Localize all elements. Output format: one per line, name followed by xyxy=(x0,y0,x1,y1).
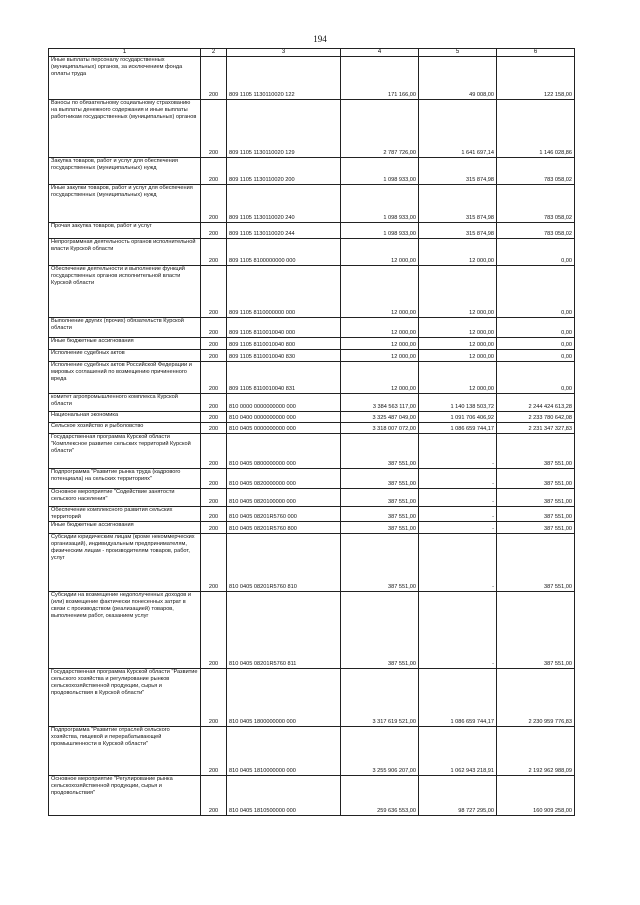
table-row xyxy=(49,57,575,100)
executed-amount-cell: 1 091 706 406,92 xyxy=(419,412,497,423)
budget-classification-code-cell: 810 0405 08201R5760 810 xyxy=(227,534,341,592)
table-row xyxy=(49,266,575,318)
row-code-cell: 200 xyxy=(201,469,227,489)
approved-amount-cell: 3 384 563 117,00 xyxy=(341,394,419,412)
row-name-cell: Национальная экономика xyxy=(49,412,201,423)
unexecuted-amount-cell: 2 230 959 776,83 xyxy=(497,669,575,727)
approved-amount-cell: 3 255 906 207,00 xyxy=(341,727,419,776)
table-row xyxy=(49,412,575,423)
row-code-cell: 200 xyxy=(201,522,227,534)
unexecuted-amount-cell: 387 551,00 xyxy=(497,489,575,507)
executed-amount-cell: - xyxy=(419,522,497,534)
column-number: 1 xyxy=(49,49,201,57)
budget-classification-code-cell: 810 0405 08201R5760 800 xyxy=(227,522,341,534)
unexecuted-amount-cell: 387 551,00 xyxy=(497,434,575,469)
column-number-row xyxy=(49,49,575,57)
row-code-cell: 200 xyxy=(201,434,227,469)
approved-amount-cell: 1 098 933,00 xyxy=(341,158,419,185)
table-row xyxy=(49,669,575,727)
table-row xyxy=(49,489,575,507)
budget-classification-code-cell: 810 0405 1810000000 000 xyxy=(227,727,341,776)
column-number: 6 xyxy=(497,49,575,57)
executed-amount-cell: 12 000,00 xyxy=(419,318,497,338)
unexecuted-amount-cell: 0,00 xyxy=(497,338,575,350)
row-name-cell: Иные бюджетные ассигнования xyxy=(49,338,201,350)
row-code-cell: 200 xyxy=(201,185,227,223)
table-row xyxy=(49,239,575,266)
row-name-cell: Сельское хозяйство и рыболовство xyxy=(49,423,201,434)
table-row xyxy=(49,100,575,158)
executed-amount-cell: 49 008,00 xyxy=(419,57,497,100)
row-name-cell: Прочая закупка товаров, работ и услуг xyxy=(49,223,201,239)
table-row xyxy=(49,534,575,592)
budget-classification-code-cell: 810 0400 0000000000 000 xyxy=(227,412,341,423)
unexecuted-amount-cell: 122 158,00 xyxy=(497,57,575,100)
approved-amount-cell: 3 317 619 521,00 xyxy=(341,669,419,727)
executed-amount-cell: 12 000,00 xyxy=(419,266,497,318)
row-code-cell: 200 xyxy=(201,423,227,434)
budget-classification-code-cell: 810 0405 08201R5760 811 xyxy=(227,592,341,669)
approved-amount-cell: 387 551,00 xyxy=(341,507,419,522)
row-name-cell: Государственная программа Курской области "Развитие сельского хозяйства и регулирование рынков сельскохозяйственной продукции, сырья и продовольствия в Курской области" xyxy=(49,669,201,727)
table-row xyxy=(49,350,575,362)
executed-amount-cell: 98 727 295,00 xyxy=(419,776,497,816)
budget-classification-code-cell: 810 0000 0000000000 000 xyxy=(227,394,341,412)
row-code-cell: 200 xyxy=(201,776,227,816)
row-code-cell: 200 xyxy=(201,338,227,350)
executed-amount-cell: 12 000,00 xyxy=(419,362,497,394)
executed-amount-cell: - xyxy=(419,507,497,522)
executed-amount-cell: 1 086 659 744,17 xyxy=(419,669,497,727)
row-name-cell: Обеспечение комплексного развития сельских территорий xyxy=(49,507,201,522)
row-code-cell: 200 xyxy=(201,100,227,158)
budget-classification-code-cell: 809 1105 8110010040 800 xyxy=(227,338,341,350)
row-code-cell: 200 xyxy=(201,239,227,266)
unexecuted-amount-cell: 0,00 xyxy=(497,362,575,394)
table-row xyxy=(49,423,575,434)
approved-amount-cell: 12 000,00 xyxy=(341,239,419,266)
row-name-cell: Исполнение судебных актов Российской Федерации и мировых соглашений по возмещению причиненного вреда xyxy=(49,362,201,394)
executed-amount-cell: 12 000,00 xyxy=(419,350,497,362)
budget-execution-table xyxy=(48,48,575,816)
table-row xyxy=(49,469,575,489)
row-name-cell: Закупка товаров, работ и услуг для обеспечения государственных (муниципальных) нужд xyxy=(49,158,201,185)
unexecuted-amount-cell: 160 909 258,00 xyxy=(497,776,575,816)
row-name-cell: Иные закупки товаров, работ и услуг для обеспечения государственных (муниципальных) нужд xyxy=(49,185,201,223)
approved-amount-cell: 387 551,00 xyxy=(341,522,419,534)
table-row xyxy=(49,522,575,534)
approved-amount-cell: 387 551,00 xyxy=(341,489,419,507)
approved-amount-cell: 259 636 553,00 xyxy=(341,776,419,816)
page-number: 194 xyxy=(313,34,327,44)
approved-amount-cell: 12 000,00 xyxy=(341,318,419,338)
table-row xyxy=(49,362,575,394)
table-row xyxy=(49,394,575,412)
row-name-cell: Исполнение судебных актов xyxy=(49,350,201,362)
budget-classification-code-cell: 810 0405 0820000000 000 xyxy=(227,469,341,489)
unexecuted-amount-cell: 783 058,02 xyxy=(497,185,575,223)
row-name-cell: Подпрограмма "Развитие отраслей сельского хозяйства, пищевой и перерабатывающей промышленности в Курской области" xyxy=(49,727,201,776)
row-code-cell: 200 xyxy=(201,727,227,776)
row-code-cell: 200 xyxy=(201,489,227,507)
unexecuted-amount-cell: 783 058,02 xyxy=(497,223,575,239)
column-number: 5 xyxy=(419,49,497,57)
executed-amount-cell: 1 062 943 218,91 xyxy=(419,727,497,776)
table-row xyxy=(49,776,575,816)
row-code-cell: 200 xyxy=(201,534,227,592)
row-name-cell: Выполнение других (прочих) обязательств Курской области xyxy=(49,318,201,338)
row-code-cell: 200 xyxy=(201,507,227,522)
budget-classification-code-cell: 809 1105 8110000000 000 xyxy=(227,266,341,318)
unexecuted-amount-cell: 2 231 347 327,83 xyxy=(497,423,575,434)
row-name-cell: Иные выплаты персоналу государственных (муниципальных) органов, за исключением фонда оплаты труда xyxy=(49,57,201,100)
row-code-cell: 200 xyxy=(201,266,227,318)
executed-amount-cell: 1 140 138 503,72 xyxy=(419,394,497,412)
budget-classification-code-cell: 810 0405 0800000000 000 xyxy=(227,434,341,469)
budget-classification-code-cell: 810 0405 1800000000 000 xyxy=(227,669,341,727)
executed-amount-cell: 315 874,98 xyxy=(419,223,497,239)
table-row xyxy=(49,434,575,469)
executed-amount-cell: - xyxy=(419,534,497,592)
budget-classification-code-cell: 809 1105 8100000000 000 xyxy=(227,239,341,266)
row-code-cell: 200 xyxy=(201,592,227,669)
unexecuted-amount-cell: 387 551,00 xyxy=(497,507,575,522)
table-row xyxy=(49,727,575,776)
unexecuted-amount-cell: 2 233 780 642,08 xyxy=(497,412,575,423)
approved-amount-cell: 12 000,00 xyxy=(341,338,419,350)
executed-amount-cell: 315 874,98 xyxy=(419,185,497,223)
executed-amount-cell: 12 000,00 xyxy=(419,239,497,266)
executed-amount-cell: 1 641 697,14 xyxy=(419,100,497,158)
row-name-cell: Непрограммная деятельность органов исполнительной власти Курской области xyxy=(49,239,201,266)
unexecuted-amount-cell: 0,00 xyxy=(497,350,575,362)
unexecuted-amount-cell: 0,00 xyxy=(497,318,575,338)
executed-amount-cell: - xyxy=(419,434,497,469)
budget-classification-code-cell: 809 1105 1130110020 129 xyxy=(227,100,341,158)
approved-amount-cell: 1 098 933,00 xyxy=(341,223,419,239)
row-name-cell: Субсидии юридическим лицам (кроме некоммерческих организаций), индивидуальным предпринимателям, физическим лицам - производителям товаров, работ, услуг xyxy=(49,534,201,592)
table-row xyxy=(49,507,575,522)
row-code-cell: 200 xyxy=(201,57,227,100)
unexecuted-amount-cell: 1 146 028,86 xyxy=(497,100,575,158)
budget-classification-code-cell: 809 1105 1130110020 122 xyxy=(227,57,341,100)
unexecuted-amount-cell: 2 192 962 988,09 xyxy=(497,727,575,776)
row-code-cell: 200 xyxy=(201,394,227,412)
table-row xyxy=(49,223,575,239)
budget-classification-code-cell: 810 0405 0820100000 000 xyxy=(227,489,341,507)
budget-classification-code-cell: 810 0405 0000000000 000 xyxy=(227,423,341,434)
unexecuted-amount-cell: 0,00 xyxy=(497,239,575,266)
budget-classification-code-cell: 809 1105 8110010040 831 xyxy=(227,362,341,394)
unexecuted-amount-cell: 387 551,00 xyxy=(497,592,575,669)
approved-amount-cell: 2 787 726,00 xyxy=(341,100,419,158)
unexecuted-amount-cell: 0,00 xyxy=(497,266,575,318)
row-code-cell: 200 xyxy=(201,362,227,394)
executed-amount-cell: 1 086 659 744,17 xyxy=(419,423,497,434)
budget-classification-code-cell: 810 0405 1810500000 000 xyxy=(227,776,341,816)
executed-amount-cell: - xyxy=(419,469,497,489)
unexecuted-amount-cell: 2 244 424 613,28 xyxy=(497,394,575,412)
table-row xyxy=(49,158,575,185)
row-code-cell: 200 xyxy=(201,223,227,239)
row-code-cell: 200 xyxy=(201,350,227,362)
row-name-cell: Субсидии на возмещение недополученных доходов и (или) возмещение фактически понесенных затрат в связи с производством (реализацией) товаров, выполнением работ, оказанием услуг xyxy=(49,592,201,669)
budget-classification-code-cell: 809 1105 8110010040 830 xyxy=(227,350,341,362)
executed-amount-cell: - xyxy=(419,489,497,507)
row-code-cell: 200 xyxy=(201,158,227,185)
approved-amount-cell: 387 551,00 xyxy=(341,592,419,669)
row-name-cell: комитет агропромышленного комплекса Курской области xyxy=(49,394,201,412)
table-row xyxy=(49,318,575,338)
unexecuted-amount-cell: 387 551,00 xyxy=(497,522,575,534)
approved-amount-cell: 387 551,00 xyxy=(341,534,419,592)
unexecuted-amount-cell: 387 551,00 xyxy=(497,534,575,592)
row-name-cell: Обеспечение деятельности и выполнение функций государственных органов исполнительной власти Курской области xyxy=(49,266,201,318)
row-name-cell: Подпрограмма "Развитие рынка труда (кадрового потенциала) на сельских территориях" xyxy=(49,469,201,489)
budget-classification-code-cell: 809 1105 1130110020 240 xyxy=(227,185,341,223)
row-name-cell: Основное мероприятие "Содействие занятости сельского населения" xyxy=(49,489,201,507)
unexecuted-amount-cell: 783 058,02 xyxy=(497,158,575,185)
approved-amount-cell: 387 551,00 xyxy=(341,469,419,489)
row-name-cell: Государственная программа Курской области "Комплексное развитие сельских территорий Курской области" xyxy=(49,434,201,469)
approved-amount-cell: 12 000,00 xyxy=(341,266,419,318)
row-name-cell: Иные бюджетные ассигнования xyxy=(49,522,201,534)
budget-classification-code-cell: 809 1105 1130110020 244 xyxy=(227,223,341,239)
row-code-cell: 200 xyxy=(201,318,227,338)
approved-amount-cell: 1 098 933,00 xyxy=(341,185,419,223)
approved-amount-cell: 387 551,00 xyxy=(341,434,419,469)
approved-amount-cell: 3 325 487 049,00 xyxy=(341,412,419,423)
table-row xyxy=(49,185,575,223)
table-row xyxy=(49,338,575,350)
row-name-cell: Основное мероприятие "Регулирование рынка сельскохозяйственной продукции, сырья и продовольствия" xyxy=(49,776,201,816)
table-row xyxy=(49,592,575,669)
column-number: 3 xyxy=(227,49,341,57)
row-code-cell: 200 xyxy=(201,412,227,423)
row-code-cell: 200 xyxy=(201,669,227,727)
column-number: 2 xyxy=(201,49,227,57)
executed-amount-cell: 315 874,98 xyxy=(419,158,497,185)
approved-amount-cell: 3 318 007 072,00 xyxy=(341,423,419,434)
budget-classification-code-cell: 809 1105 8110010040 000 xyxy=(227,318,341,338)
approved-amount-cell: 171 166,00 xyxy=(341,57,419,100)
unexecuted-amount-cell: 387 551,00 xyxy=(497,469,575,489)
row-name-cell: Взносы по обязательному социальному страхованию на выплаты денежного содержания и иные выплаты работникам государственных (муниципальных) органов xyxy=(49,100,201,158)
budget-classification-code-cell: 809 1105 1130110020 200 xyxy=(227,158,341,185)
executed-amount-cell: 12 000,00 xyxy=(419,338,497,350)
approved-amount-cell: 12 000,00 xyxy=(341,350,419,362)
executed-amount-cell: - xyxy=(419,592,497,669)
approved-amount-cell: 12 000,00 xyxy=(341,362,419,394)
budget-classification-code-cell: 810 0405 08201R5760 000 xyxy=(227,507,341,522)
column-number: 4 xyxy=(341,49,419,57)
